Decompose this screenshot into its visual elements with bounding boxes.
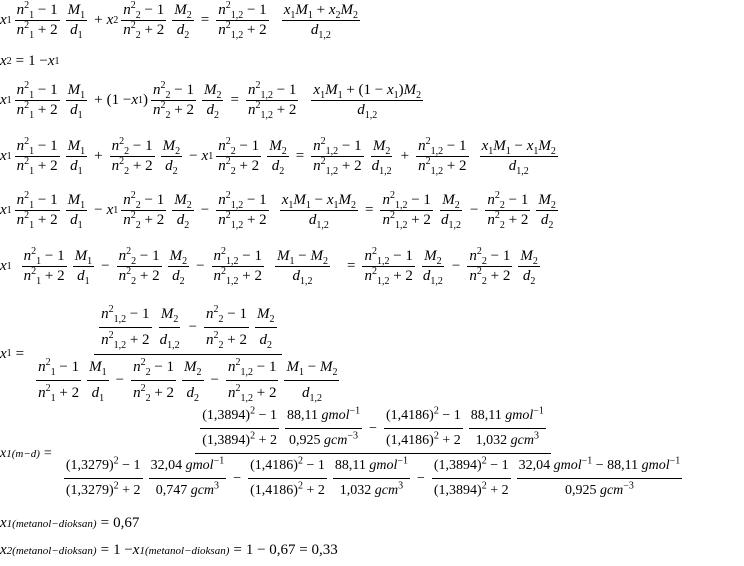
equation-10: x 2(metanol−dioksan) = 1 − x 1(metanol−dioksan) = 1 − 0,67 = 0,33 [0, 542, 338, 558]
equation-6: x 1 $\frac{n^2_1 - 1}{n^2_1 + 2}$ $\frac{M_1}{d_1}$ − $\frac{n^2_2 - 1}{n^2_2 + 2}$ $\frac{M_2}{d_2}$ − $\frac{n^2_{1,2} - 1}{n^2_{1,2} + 2}$ $\frac{M_1 - M_2}{d_{1,2}}$ = $\frac{n^2_{1,2} - 1}{n^2_{1,2} + 2}$ $\frac{M_2}{d_{1,2}}$ − $\frac{n^2_2 - 1}{n^2_2 + 2}$ $\frac{M_2}{d_2}$ [0, 246, 538, 288]
equation-5: x 1 $\frac{n^2_1 - 1}{n^2_1 + 2}$ $\frac{M_1}{d_1}$ − x 1 $\frac{n^2_2 - 1}{n^2_2 + 2}$ $\frac{M_2}{d_2}$ − $\frac{n^2_{1,2} - 1}{n^2_{1,2} + 2}$ $\frac{x_1M_1 - x_1M_2}{d_{1,2}}$ = $\frac{n^2_{1,2} - 1}{n^2_{1,2} + 2}$ $\frac{M_2}{d_{1,2}}$ − $\frac{n^2_2 - 1}{n^2_2 + 2}$ $\frac{M_2}{d_2}$ [0, 190, 556, 232]
equation-8: x 1(m−d) = $\frac{(1,3894)^2 - 1}{(1,3894)^2 + 2}$ $\frac{88,11 gmol^{-1}}{0,925 gcm^{-3}}$ − $\frac{(1,4186)^2 - 1}{(1,4186)^2 + 2}$ $\frac{88,11 gmol^{-1}}{1,032 gcm^3}$ $\frac{(1,3279)^2 - 1}{(1,3279)^2 + 2}$ $\frac{32,04 gmol^{-1}}{0,747 gcm^3}$ − $\frac{(1,4186)^2 - 1}{(1,4186)^2 + 2}$ $\frac{88,11 gmol^{-1}}{1,032 gcm^3}$ − $\frac{(1,3894)^2 - 1}{(1,3894)^2 + 2}$ $\frac{32,04 gmol^{-1} - 88,11 gmol^{-1}}{0,925 gcm^{-3}}$ [0, 405, 681, 499]
equation-9: x 1(metanol−dioksan) = 0,67 [0, 515, 140, 531]
equation-7: x 1 = $\frac{n^2_{1,2} - 1}{n^2_{1,2} + 2}$ $\frac{M_2}{d_{1,2}}$ − $\frac{n^2_2 - 1}{n^2_2 + 2}$ $\frac{M_2}{d_2}$ $\frac{n^2_1 - 1}{n^2_1 + 2}$ $\frac{M_1}{d_1}$ − $\frac{n^2_2 - 1}{n^2_2 + 2}$ $\frac{M_2}{d_2}$ − $\frac{n^2_{1,2} - 1}{n^2_{1,2} + 2}$ $\frac{M_1 - M_2}{d_{1,2}}$ [0, 304, 338, 404]
equation-1: x 1 $\frac{n^2_1 - 1}{n^2_1 + 2}$ $\frac{M_1}{d_1}$ + x 2 $\frac{n^2_2 - 1}{n^2_2 + 2}$ $\frac{M_2}{d_2}$ = $\frac{n^2_{1,2} - 1}{n^2_{1,2} + 2}$ $\frac{x_1M_1 + x_2M_2}{d_{1,2}}$ [0, 0, 358, 42]
equation-3: x 1 $\frac{n^2_1 - 1}{n^2_1 + 2}$ $\frac{M_1}{d_1}$ + (1 − x 1 ) $\frac{n^2_2 - 1}{n^2_2 + 2}$ $\frac{M_2}{d_2}$ = $\frac{n^2_{1,2} - 1}{n^2_{1,2} + 2}$ $\frac{x_1M_1 + (1 - x_1)M_2}{d_{1,2}}$ [0, 80, 422, 122]
equation-4: x 1 $\frac{n^2_1 - 1}{n^2_1 + 2}$ $\frac{M_1}{d_1}$ + $\frac{n^2_2 - 1}{n^2_2 + 2}$ $\frac{M_2}{d_2}$ − x 1 $\frac{n^2_2 - 1}{n^2_2 + 2}$ $\frac{M_2}{d_2}$ = $\frac{n^2_{1,2} - 1}{n^2_{1,2} + 2}$ $\frac{M_2}{d_{1,2}}$ + $\frac{n^2_{1,2} - 1}{n^2_{1,2} + 2}$ $\frac{x_1M_1 - x_1M_2}{d_{1,2}}$ [0, 136, 556, 178]
equation-2: x 2 = 1 − x 1 [0, 53, 60, 69]
